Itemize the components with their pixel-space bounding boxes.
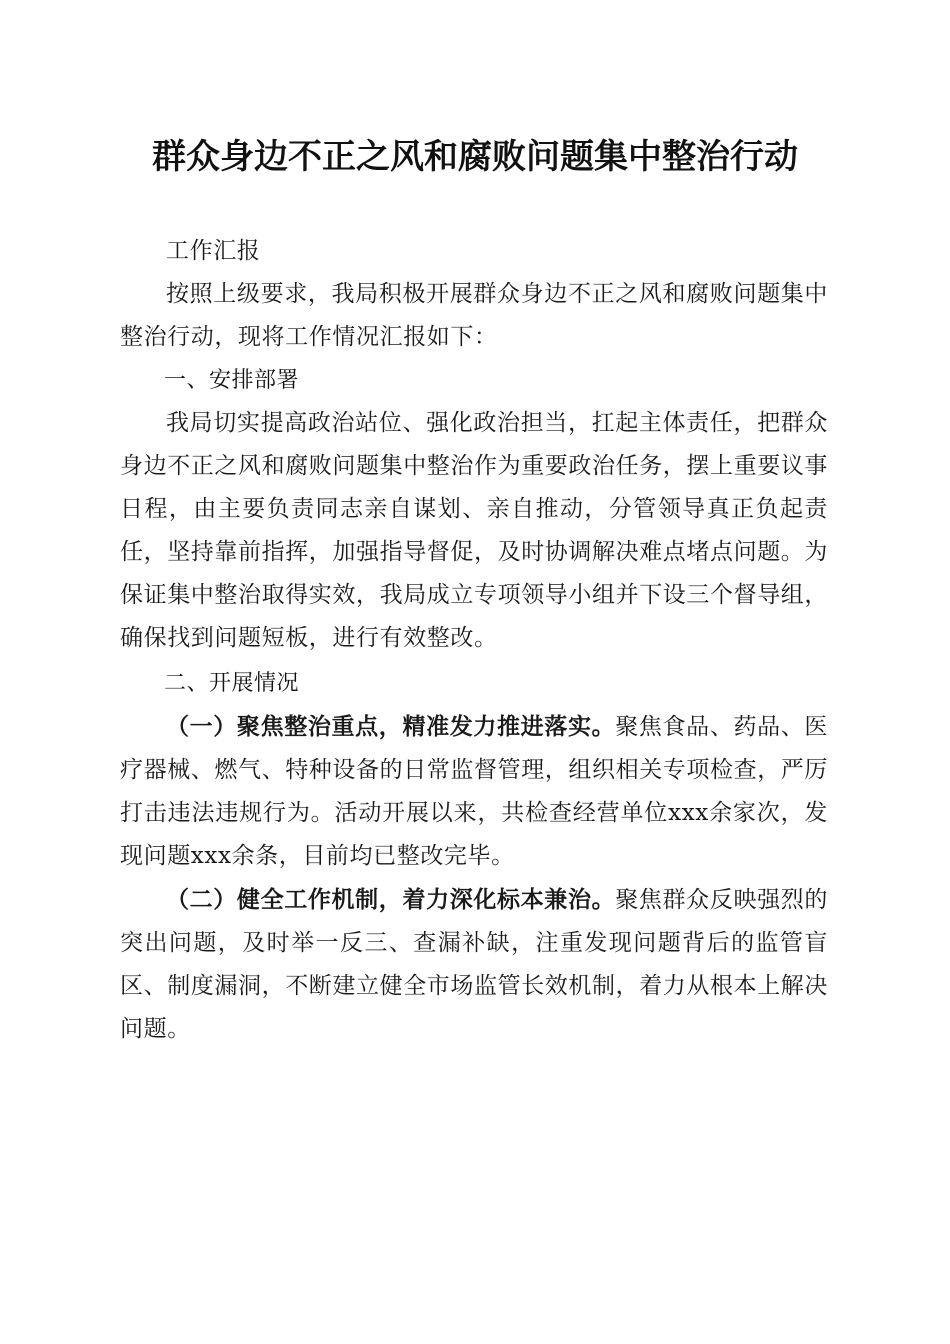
intro-paragraph: 按照上级要求，我局积极开展群众身边不正之风和腐败问题集中整治行动，现将工作情况汇报如下： bbox=[120, 281, 828, 350]
document-title: 群众身边不正之风和腐败问题集中整治行动 bbox=[152, 137, 798, 177]
section-1-heading: 一、安排部署 bbox=[164, 368, 300, 393]
section-2-item-2-text: 聚焦群众反映强烈的突出问题，及时举一反三、查漏补缺，注重发现问题背后的监管盲区、制度漏洞，不断建立健全市场监管长效机制，着力从根本上解决问题。 bbox=[120, 887, 829, 1042]
section-1-paragraph: 我局切实提高政治站位、强化政治担当，扛起主体责任，把群众身边不正之风和腐败问题集中整治作为重要政治任务，摆上重要议事日程，由主要负责同志亲自谋划、亲自推动，分管领导真正负起责任，坚持靠前指挥，加强指导督促，及时协调解决难点堵点问题。为保证集中整治取得实效，我局成立专项领导小组并下设三个督导组，确保找到问题短板，进行有效整改。 bbox=[120, 410, 828, 651]
section-2-item-2 bbox=[120, 878, 828, 1051]
section-2-item-1 bbox=[120, 705, 828, 878]
report-subtitle: 工作汇报 bbox=[166, 238, 261, 264]
document-body bbox=[120, 230, 828, 1051]
section-2-item-1-heading: （一）聚焦整治重点，精准发力推进落实。 bbox=[166, 713, 616, 740]
section-2-item-2-heading: （二）健全工作机制，着力深化标本兼治。 bbox=[166, 886, 616, 913]
section-2-heading: 二、开展情况 bbox=[164, 671, 300, 696]
section-2-item-1-text: 聚焦食品、药品、医疗器械、燃气、特种设备的日常监督管理，组织相关专项检查，严厉打击违法违规行为。活动开展以来，共检查经营单位xxx余家次，发现问题xxx余条，目前均已整改完毕。 bbox=[120, 714, 829, 869]
